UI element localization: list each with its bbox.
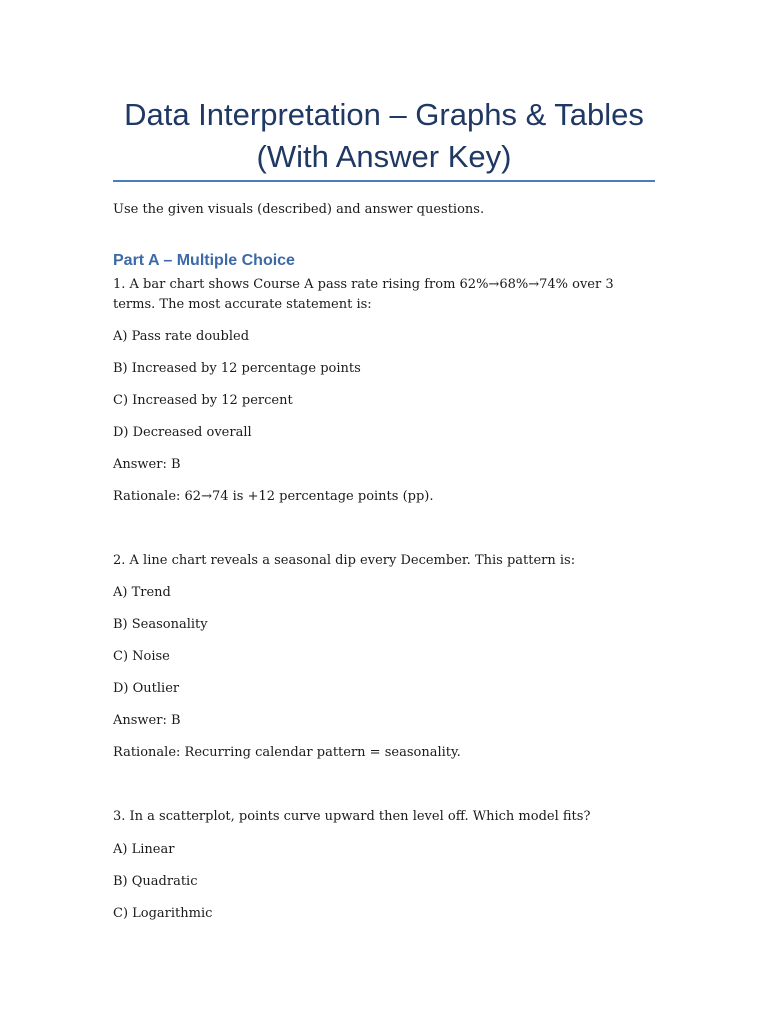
question-1-answer: Answer: B [113,457,181,472]
intro-text: Use the given visuals (described) and answer questions. [113,202,485,217]
title-divider [113,180,655,182]
document-title: Data Interpretation – Graphs & Tables (With Answer Key) [124,97,644,174]
question-3-prompt: 3. In a scatterplot, points curve upward then level off. Which model fits? [113,809,591,824]
question-2-answer: Answer: B [113,713,181,728]
question-1-option-b: B) Increased by 12 percentage points [113,361,361,376]
question-1-option-a: A) Pass rate doubled [113,329,250,344]
question-3-option-c: C) Logarithmic [113,906,213,921]
question-2-option-d: D) Outlier [113,681,180,696]
section-heading: Part A – Multiple Choice [113,252,295,269]
question-3-option-a: A) Linear [113,842,175,857]
question-1-option-d: D) Decreased overall [113,425,252,440]
question-2-option-c: C) Noise [113,649,170,664]
question-1-option-c: C) Increased by 12 percent [113,393,293,408]
question-1-rationale: Rationale: 62→74 is +12 percentage points (pp). [113,489,434,504]
question-3-option-b: B) Quadratic [113,874,198,889]
question-2-prompt: 2. A line chart reveals a seasonal dip every December. This pattern is: [113,553,576,568]
question-2-rationale: Rationale: Recurring calendar pattern = seasonality. [113,745,461,760]
question-1-prompt: 1. A bar chart shows Course A pass rate rising from 62%→68%→74% over 3 terms. The most accurate statement is: [113,277,614,312]
question-2-option-b: B) Seasonality [113,617,208,632]
question-2-option-a: A) Trend [113,585,171,600]
